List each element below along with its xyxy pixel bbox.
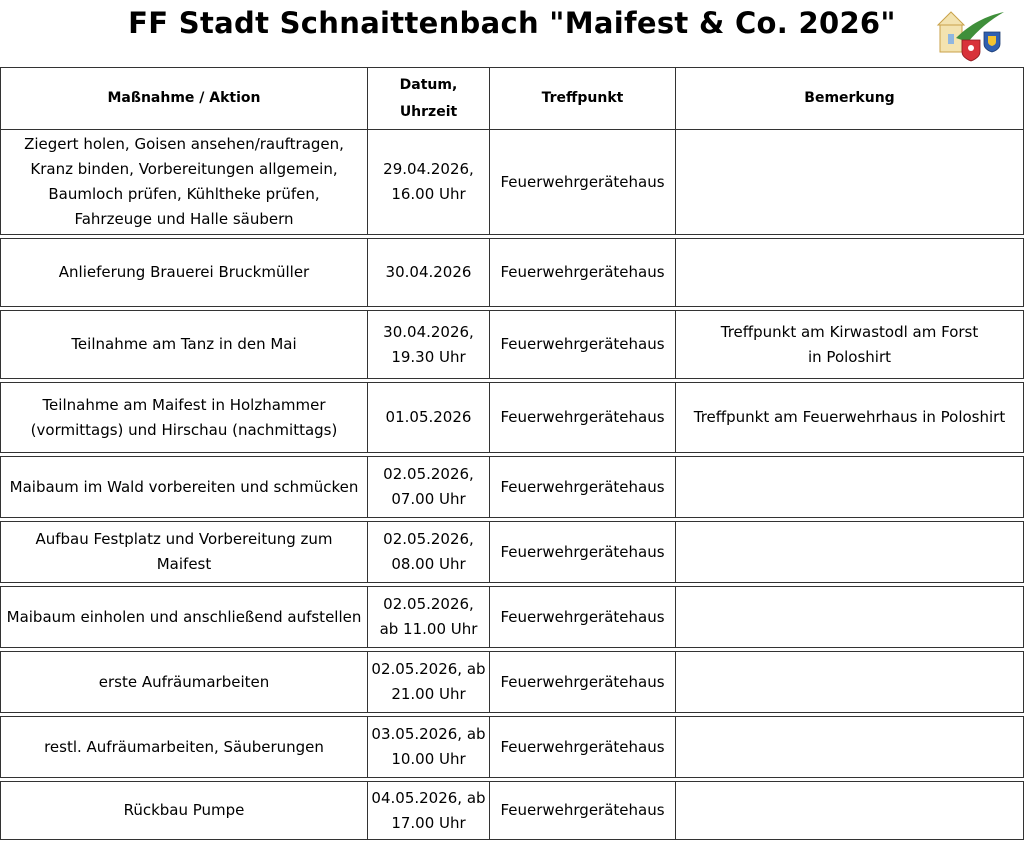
date-cell-line: 16.00 Uhr [391, 185, 466, 203]
date-cell-line: 17.00 Uhr [391, 813, 466, 832]
action-cell [1, 383, 368, 453]
date-cell-line: 21.00 Uhr [391, 685, 466, 703]
remark-cell [676, 587, 1024, 648]
date-cell-line: 02.05.2026, ab [371, 660, 486, 678]
schedule-table [0, 67, 1024, 840]
action-cell-line: Anlieferung Brauerei Bruckmüller [58, 263, 310, 281]
date-cell-line: 03.05.2026, ab [371, 725, 486, 743]
date-cell-line: 29.04.2026, [383, 160, 474, 178]
date-cell [368, 383, 490, 453]
date-cell [368, 522, 490, 583]
meeting-point-cell: Feuerwehrgerätehaus [490, 457, 676, 518]
date-cell [368, 587, 490, 648]
remark-cell-line: in Poloshirt [807, 347, 891, 366]
page-title: FF Stadt Schnaittenbach "Maifest & Co. 2026" [128, 6, 896, 40]
town-coat-of-arms-icon [934, 8, 1008, 62]
remark-cell [676, 457, 1024, 518]
date-cell [368, 311, 490, 379]
column-header-date-line2: Uhrzeit [399, 103, 458, 120]
meeting-point-cell: Feuerwehrgerätehaus [490, 717, 676, 778]
date-cell-line: 30.04.2026 [385, 263, 472, 281]
date-cell-line: 02.05.2026, [383, 465, 474, 483]
date-cell-line: 02.05.2026, [383, 530, 474, 548]
action-cell [1, 311, 368, 379]
action-cell [1, 717, 368, 778]
meeting-point-cell: Feuerwehrgerätehaus [490, 652, 676, 713]
date-cell-line: ab 11.00 Uhr [379, 620, 478, 638]
date-cell [368, 457, 490, 518]
meeting-point-cell: Feuerwehrgerätehaus [490, 130, 676, 235]
meeting-point-cell: Feuerwehrgerätehaus [490, 239, 676, 307]
action-cell [1, 782, 368, 840]
remark-cell [676, 239, 1024, 307]
action-cell-line: Aufbau Festplatz und Vorbereitung zum [35, 530, 333, 548]
column-header-remark: Bemerkung [676, 68, 1024, 130]
table-row [1, 522, 1024, 583]
meeting-point-cell: Feuerwehrgerätehaus [490, 587, 676, 648]
table-row [1, 130, 1024, 235]
date-cell-line: 02.05.2026, [383, 595, 474, 613]
action-cell-line: erste Aufräumarbeiten [98, 672, 270, 691]
action-cell-line: Maibaum im Wald vorbereiten und schmücken [9, 477, 359, 496]
meeting-point-cell: Feuerwehrgerätehaus [490, 522, 676, 583]
action-cell-line: restl. Aufräumarbeiten, Säuberungen [44, 737, 324, 756]
remark-cell [676, 311, 1024, 379]
remark-cell [676, 652, 1024, 713]
action-cell-line: Teilnahme am Maifest in Holzhammer [42, 395, 326, 414]
action-cell [1, 130, 368, 235]
date-cell [368, 130, 490, 235]
column-header-action: Maßnahme / Aktion [1, 68, 368, 130]
meeting-point-cell: Feuerwehrgerätehaus [490, 311, 676, 379]
date-cell-line: 07.00 Uhr [391, 490, 466, 508]
table-body [1, 130, 1024, 840]
action-cell-line: Teilnahme am Tanz in den Mai [71, 335, 297, 353]
action-cell-line: Maifest [156, 555, 212, 573]
remark-cell [676, 717, 1024, 778]
table-row [1, 311, 1024, 379]
action-cell-line: Baumloch prüfen, Kühltheke prüfen, [48, 185, 320, 203]
date-cell-line: 08.00 Uhr [391, 555, 466, 573]
date-cell-line: 30.04.2026, [383, 322, 474, 341]
table-row [1, 587, 1024, 648]
date-cell-line: 04.05.2026, ab [371, 788, 486, 807]
remark-cell [676, 522, 1024, 583]
remark-cell [676, 130, 1024, 235]
date-cell-line: 10.00 Uhr [391, 750, 466, 768]
remark-cell [676, 383, 1024, 453]
action-cell [1, 587, 368, 648]
date-cell-line: 19.30 Uhr [391, 347, 466, 366]
column-header-meeting-point: Treffpunkt [490, 68, 676, 130]
meeting-point-cell: Feuerwehrgerätehaus [490, 383, 676, 453]
date-cell [368, 652, 490, 713]
action-cell-line: (vormittags) und Hirschau (nachmittags) [30, 420, 338, 439]
table-row [1, 782, 1024, 840]
action-cell-line: Kranz binden, Vorbereitungen allgemein, [30, 160, 338, 178]
column-header-date [368, 68, 490, 130]
date-cell [368, 717, 490, 778]
remark-cell-line: Treffpunkt am Feuerwehrhaus in Poloshirt [693, 408, 1006, 426]
meeting-point-cell: Feuerwehrgerätehaus [490, 782, 676, 840]
table-row [1, 717, 1024, 778]
action-cell [1, 457, 368, 518]
action-cell [1, 652, 368, 713]
table-row [1, 457, 1024, 518]
action-cell-line: Maibaum einholen und anschließend aufstellen [6, 607, 362, 626]
action-cell-line: Rückbau Pumpe [123, 801, 245, 819]
title-bar [0, 0, 1024, 66]
action-cell-line: Ziegert holen, Goisen ansehen/rauftragen, [24, 135, 344, 153]
action-cell [1, 522, 368, 583]
table-row [1, 652, 1024, 713]
table-header-row [1, 68, 1024, 130]
column-header-date-line1: Datum, [399, 76, 458, 93]
action-cell-line: Fahrzeuge und Halle säubern [74, 210, 294, 228]
table-row [1, 383, 1024, 453]
date-cell [368, 782, 490, 840]
date-cell [368, 239, 490, 307]
remark-cell-line: Treffpunkt am Kirwastodl am Forst [720, 322, 979, 341]
remark-cell [676, 782, 1024, 840]
action-cell [1, 239, 368, 307]
date-cell-line: 01.05.2026 [385, 408, 472, 426]
table-row [1, 239, 1024, 307]
